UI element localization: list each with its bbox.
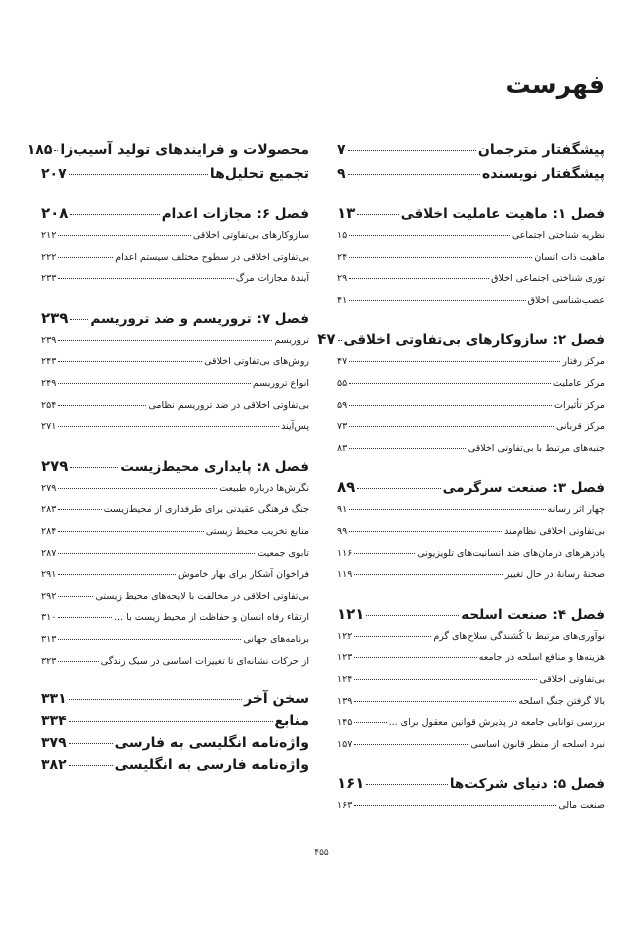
section-entry-label: بی‌تفاوتی اخلاقی در مخالفت با لایحه‌های محیط زیستی <box>95 590 309 602</box>
back-matter-entry-page-number: ۳۳۱ <box>41 691 67 708</box>
dot-leader <box>366 784 447 785</box>
dot-leader <box>58 340 272 341</box>
dot-leader <box>354 744 468 745</box>
chapter-heading-label: فصل ۱: ماهیت عاملیت اخلاقی <box>400 206 605 222</box>
chapter-heading[interactable] <box>41 204 309 230</box>
back-matter-entry-label: سخن آخر <box>244 691 309 708</box>
dot-leader <box>349 361 560 362</box>
chapter-heading-page-number: ۴۷ <box>317 330 336 349</box>
dot-leader <box>58 361 202 362</box>
section-entry-label: تابوی جمعیت <box>257 547 309 559</box>
dot-leader <box>69 743 113 744</box>
dot-leader <box>70 319 88 320</box>
dot-leader <box>58 574 176 575</box>
section-entry[interactable] <box>337 295 605 317</box>
section-entry[interactable] <box>41 656 309 678</box>
section-entry[interactable] <box>41 548 309 570</box>
section-entry-page-number: ۱۱۹ <box>337 569 353 581</box>
section-entry[interactable] <box>41 400 309 422</box>
dot-leader <box>349 509 545 510</box>
section-entry-label: ارتقاء رفاه انسان و حفاظت از محیط زیست با ... <box>114 612 309 624</box>
section-entry[interactable] <box>337 717 605 739</box>
chapter-heading-page-number: ۲۳۹ <box>41 308 69 327</box>
chapter-heading[interactable] <box>337 204 605 230</box>
dot-leader <box>69 174 208 175</box>
section-entry[interactable] <box>41 504 309 526</box>
dot-leader <box>69 765 113 766</box>
dot-leader <box>58 488 217 489</box>
section-entry-label: منابع تخریب محیط زیستی <box>205 525 309 537</box>
dot-leader <box>349 235 510 236</box>
toc-entry-page-number: ۹ <box>337 166 346 182</box>
section-entry-label: توری شناختی اجتماعی اخلاق <box>491 273 605 285</box>
section-entry-label: مرکز رفتار <box>562 356 605 368</box>
section-entry[interactable] <box>337 696 605 718</box>
toc-entry[interactable] <box>337 166 605 190</box>
section-entry[interactable] <box>41 483 309 505</box>
section-entry-page-number: ۵۹ <box>337 399 348 411</box>
toc-entry-label: محصولات و فرایندهای تولید آسیب‌زا <box>60 142 309 158</box>
toc-right-column <box>317 142 605 822</box>
section-entry-page-number: ۳۱۰ <box>41 612 57 624</box>
dot-leader <box>349 257 532 258</box>
section-entry-page-number: ۵۵ <box>337 377 348 389</box>
section-entry-page-number: ۲۵۴ <box>41 399 57 411</box>
back-matter-entry[interactable] <box>41 713 309 735</box>
section-entry[interactable] <box>337 739 605 761</box>
section-entry-page-number: ۷۳ <box>337 421 348 433</box>
section-entry-label: پادزهرهای درمان‌های ضد انسانیت‌های تلویزیونی <box>417 547 605 559</box>
section-entry[interactable] <box>41 335 309 357</box>
chapter-heading-label: فصل ۲: سازوکارهای بی‌تفاوتی اخلاقی <box>343 332 605 349</box>
toc-entry-label: پیشگفتار نویسنده <box>482 166 605 182</box>
section-entry-label: انواع تروریسم <box>252 377 309 389</box>
section-entry-page-number: ۲۹ <box>337 273 348 285</box>
section-entry-label: فراخوان آشکار برای بهار خاموش <box>177 569 309 581</box>
section-entry-page-number: ۲۳۳ <box>41 273 57 285</box>
back-matter-entry[interactable] <box>41 757 309 779</box>
section-entry-label: بی‌تفاوتی اخلاقی نظام‌مند <box>504 525 605 537</box>
dot-leader <box>354 636 431 637</box>
back-matter-entry-label: منابع <box>274 713 309 730</box>
section-entry-page-number: ۱۳۹ <box>337 695 353 707</box>
section-entry-label: چهار اثر رسانه <box>547 504 605 516</box>
dot-leader <box>58 383 251 384</box>
dot-leader <box>58 531 203 532</box>
dot-leader <box>70 214 159 215</box>
toc-entry[interactable] <box>26 142 309 166</box>
section-entry-page-number: ۱۲۴ <box>337 673 353 685</box>
dot-leader <box>58 661 98 662</box>
section-entry-page-number: ۴۱ <box>337 294 348 306</box>
section-entry[interactable] <box>41 612 309 634</box>
section-entry[interactable] <box>41 378 309 400</box>
chapter-heading[interactable] <box>41 309 309 335</box>
section-entry[interactable] <box>41 252 309 274</box>
dot-leader <box>58 257 113 258</box>
chapter-heading-label: فصل ۴: صنعت اسلحه <box>461 606 605 623</box>
section-entry-page-number: ۹۱ <box>337 504 348 516</box>
back-matter-entry[interactable] <box>41 735 309 757</box>
section-entry-page-number: ۱۲۳ <box>337 652 353 664</box>
section-entry-page-number: ۱۱۶ <box>337 547 353 559</box>
section-entry[interactable] <box>337 443 605 465</box>
section-entry-page-number: ۲۸۳ <box>41 504 57 516</box>
dot-leader <box>354 722 386 723</box>
chapter-heading-page-number: ۸۹ <box>337 478 356 497</box>
section-entry-label: تروریسم <box>274 334 309 346</box>
section-entry-label: عصب‌شناسی اخلاق <box>527 294 605 306</box>
section-entry-page-number: ۲۴ <box>337 251 348 263</box>
chapter-heading[interactable] <box>337 478 605 504</box>
chapter-heading[interactable] <box>317 330 605 356</box>
dot-leader <box>354 701 516 702</box>
chapter-heading-label: فصل ۶: مجازات اعدام <box>161 206 309 222</box>
dot-leader <box>349 300 525 301</box>
section-entry[interactable] <box>337 356 605 378</box>
section-entry-page-number: ۲۲۲ <box>41 251 57 263</box>
back-matter-entry[interactable] <box>41 691 309 713</box>
section-entry-label: بی‌تفاوتی اخلاقی در ضد تروریسم نظامی <box>148 399 309 411</box>
section-entry-page-number: ۱۶۳ <box>337 800 353 812</box>
section-entry[interactable] <box>41 526 309 548</box>
section-entry[interactable] <box>337 504 605 526</box>
section-entry-label: صحنهٔ رسانهٔ در حال تغییر <box>504 569 605 581</box>
section-entry[interactable] <box>41 273 309 295</box>
section-entry-page-number: ۲۹۲ <box>41 590 57 602</box>
chapter-heading-page-number: ۱۶۱ <box>337 774 365 793</box>
dot-leader <box>349 383 551 384</box>
section-entry[interactable] <box>337 674 605 696</box>
dot-leader <box>349 531 502 532</box>
section-entry-label: برنامه‌های جهانی <box>243 633 309 645</box>
section-entry-page-number: ۴۷ <box>337 356 348 368</box>
toc-left-column <box>26 142 309 779</box>
dot-leader <box>58 639 241 640</box>
section-entry-label: صنعت مالی <box>558 800 605 812</box>
dot-leader <box>58 596 93 597</box>
dot-leader <box>69 699 242 700</box>
dot-leader <box>354 805 556 806</box>
dot-leader <box>70 467 118 468</box>
dot-leader <box>58 509 101 510</box>
section-entry-label: ماهیت ذات انسان <box>534 251 605 263</box>
chapter-heading[interactable] <box>337 605 605 631</box>
dot-leader <box>354 553 415 554</box>
dot-leader <box>58 278 233 279</box>
section-entry-label: نبرد اسلحه از منظر قانون اساسی <box>470 738 605 750</box>
back-matter-entry-page-number: ۳۳۴ <box>41 713 67 730</box>
dot-leader <box>357 488 440 489</box>
section-entry-label: جنبه‌های مرتبط با بی‌تفاوتی اخلاقی <box>467 442 605 454</box>
section-entry-label: هزینه‌ها و منافع اسلحه در جامعه <box>478 652 605 664</box>
dot-leader <box>348 174 481 175</box>
section-entry-label: آیندهٔ مجازات مرگ <box>235 273 309 285</box>
section-entry-page-number: ۳۲۳ <box>41 655 57 667</box>
chapter-heading-page-number: ۲۷۹ <box>41 456 69 475</box>
dot-leader <box>348 150 476 151</box>
section-entry-page-number: ۲۴۳ <box>41 356 57 368</box>
section-entry[interactable] <box>337 400 605 422</box>
chapter-heading-page-number: ۱۲۱ <box>337 604 365 623</box>
section-entry-page-number: ۲۹۱ <box>41 569 57 581</box>
dot-leader <box>58 405 146 406</box>
section-entry[interactable] <box>337 569 605 591</box>
section-entry-label: نظریه شناختی اجتماعی <box>511 230 605 241</box>
section-entry-page-number: ۸۳ <box>337 442 348 454</box>
section-entry[interactable] <box>337 252 605 274</box>
dot-leader <box>349 278 489 279</box>
toc-entry-page-number: ۲۰۷ <box>41 166 67 182</box>
dot-leader <box>357 214 398 215</box>
chapter-heading[interactable] <box>337 774 605 800</box>
dot-leader <box>349 448 466 449</box>
toc-entry-label: پیشگفتار مترجمان <box>477 142 605 158</box>
section-entry[interactable] <box>41 634 309 656</box>
dot-leader <box>58 235 191 236</box>
back-matter-entry-label: واژه‌نامه فارسی به انگلیسی <box>114 757 309 774</box>
section-entry[interactable] <box>41 230 309 252</box>
section-entry-label: سازوکارهای بی‌تفاوتی اخلاقی <box>192 230 309 241</box>
chapter-heading-page-number: ۱۳ <box>337 204 356 222</box>
section-entry[interactable] <box>41 569 309 591</box>
section-entry-page-number: ۳۱۳ <box>41 633 57 645</box>
back-matter-entry-page-number: ۳۸۲ <box>41 757 67 774</box>
toc-entry-label: تجمیع تحلیل‌ها <box>209 166 309 182</box>
section-entry[interactable] <box>337 273 605 295</box>
section-entry-label: پس‌آیند <box>281 421 309 433</box>
section-entry-label: بالا گرفتن جنگ اسلحه <box>518 695 605 707</box>
section-entry-page-number: ۲۳۹ <box>41 334 57 346</box>
toc-entry[interactable] <box>41 166 309 190</box>
section-entry[interactable] <box>337 526 605 548</box>
dot-leader <box>354 679 537 680</box>
section-entry-page-number: ۲۷۹ <box>41 482 57 494</box>
section-entry-page-number: ۲۷۱ <box>41 421 57 433</box>
section-entry[interactable] <box>337 800 605 822</box>
chapter-heading[interactable] <box>41 457 309 483</box>
section-entry[interactable] <box>337 631 605 653</box>
section-entry-label: مرکز قربانی <box>556 421 605 433</box>
dot-leader <box>338 340 342 341</box>
chapter-heading-label: فصل ۷: تروریسم و ضد تروریسم <box>90 310 309 327</box>
section-entry[interactable] <box>41 591 309 613</box>
section-entry[interactable] <box>337 421 605 443</box>
section-entry[interactable] <box>337 548 605 570</box>
section-entry[interactable] <box>337 652 605 674</box>
dot-leader <box>349 426 554 427</box>
section-entry-page-number: ۱۵۷ <box>337 738 353 750</box>
section-entry-label: بررسی توانایی جامعه در پذیرش قوانین معقول برای ... <box>388 717 605 729</box>
section-entry-label: نگرش‌ها درباره طبیعت <box>219 482 309 494</box>
section-entry-label: از حرکات نشانه‌ای تا تغییرات اساسی در سبک زندگی <box>100 655 309 667</box>
chapter-heading-label: فصل ۳: صنعت سرگرمی <box>442 480 605 497</box>
back-matter-entry-page-number: ۳۷۹ <box>41 735 67 752</box>
page-number: ۴۵۵ <box>314 848 329 858</box>
section-entry-page-number: ۲۴۹ <box>41 377 57 389</box>
section-entry-label: جنگ فرهنگی عقیدتی برای طرفداری از محیط‌زیست <box>103 504 309 516</box>
dot-leader <box>354 574 503 575</box>
toc-entry[interactable] <box>337 142 605 166</box>
section-entry-label: نوآوری‌های مرتبط با کُشندگی سلاح‌های گرم <box>433 630 605 642</box>
dot-leader <box>349 405 552 406</box>
dot-leader <box>58 617 112 618</box>
dot-leader <box>366 615 459 616</box>
toc-entry-page-number: ۱۸۵ <box>26 142 53 158</box>
dot-leader <box>58 553 255 554</box>
dot-leader <box>54 150 58 151</box>
section-entry[interactable] <box>41 421 309 443</box>
page-title: فهرست <box>505 70 605 99</box>
section-entry-page-number: ۲۸۴ <box>41 525 57 537</box>
section-entry-label: روش‌های بی‌تفاوتی اخلاقی <box>204 356 309 368</box>
section-entry-page-number: ۲۱۲ <box>41 230 57 241</box>
section-entry[interactable] <box>337 230 605 252</box>
section-entry-page-number: ۲۸۷ <box>41 547 57 559</box>
section-entry-label: بی‌تفاوتی اخلاقی در سطوح مختلف سیستم اعدام <box>115 251 309 263</box>
section-entry-label: بی‌تفاوتی اخلاقی <box>539 673 605 685</box>
section-entry-page-number: ۹۹ <box>337 525 348 537</box>
section-entry[interactable] <box>41 356 309 378</box>
section-entry-page-number: ۱۵ <box>337 230 348 241</box>
section-entry-label: مرکز تأثیرات <box>554 399 605 411</box>
section-entry-label: مرکز عاملیت <box>552 377 605 389</box>
section-entry-page-number: ۱۲۲ <box>337 630 353 642</box>
dot-leader <box>69 721 273 722</box>
back-matter-entry-label: واژه‌نامه انگلیسی به فارسی <box>114 735 309 752</box>
dot-leader <box>58 426 279 427</box>
section-entry-page-number: ۱۴۵ <box>337 717 353 729</box>
toc-entry-page-number: ۷ <box>337 142 346 158</box>
chapter-heading-label: فصل ۸: پایداری محیط‌زیست <box>120 458 309 475</box>
chapter-heading-label: فصل ۵: دنیای شرکت‌ها <box>449 776 605 793</box>
dot-leader <box>354 657 476 658</box>
chapter-heading-page-number: ۲۰۸ <box>41 204 69 222</box>
section-entry[interactable] <box>337 378 605 400</box>
